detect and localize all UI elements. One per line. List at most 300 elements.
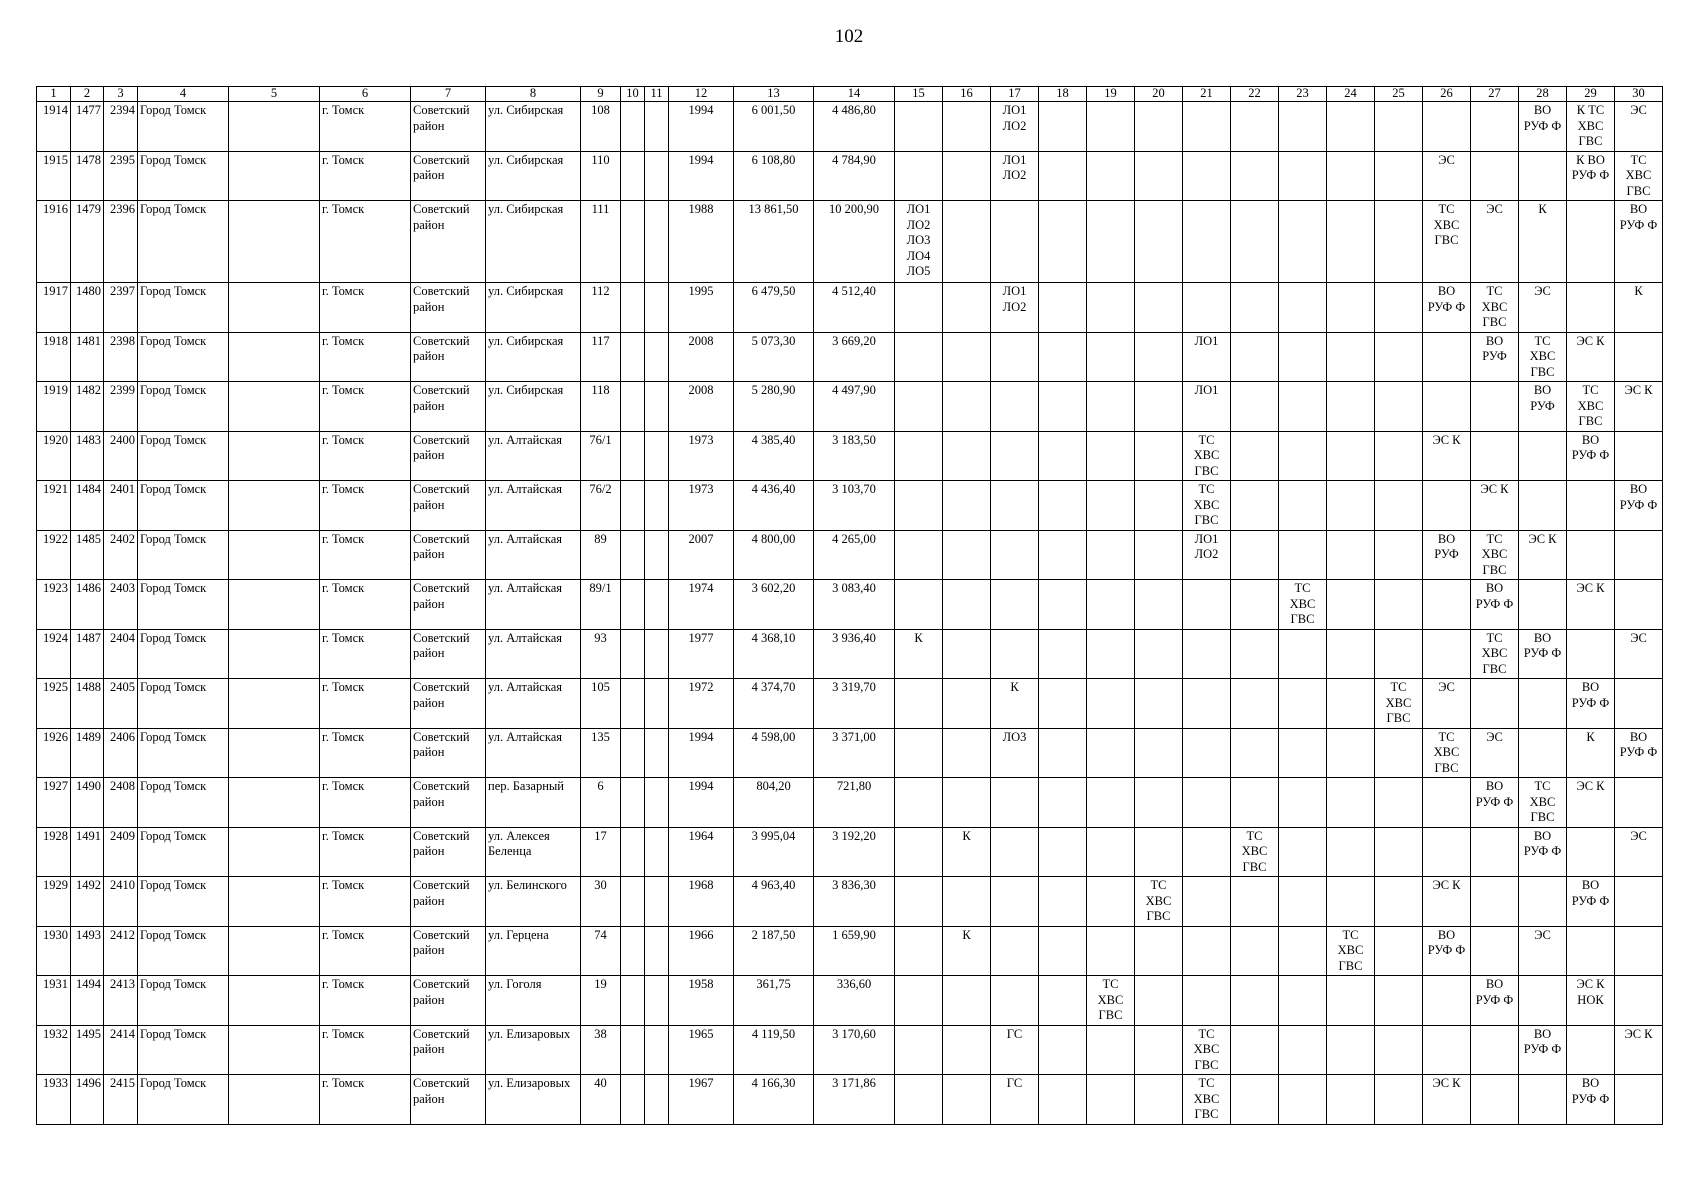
- cell-col-30: [1615, 431, 1663, 481]
- cell-col-28: [1519, 431, 1567, 481]
- cell-col-11: [645, 382, 669, 432]
- cell-col-10: [621, 580, 645, 630]
- cell-col-9: 108: [581, 102, 621, 152]
- cell-col-6: г. Томск: [320, 679, 411, 729]
- cell-col-5: [229, 151, 320, 201]
- cell-col-27: [1471, 827, 1519, 877]
- cell-col-26: ЭС К: [1423, 431, 1471, 481]
- cell-col-4: Город Томск: [138, 877, 229, 927]
- cell-col-11: [645, 778, 669, 828]
- column-header-4: 4: [138, 87, 229, 102]
- cell-col-2: 1484: [71, 481, 104, 531]
- cell-col-7: Советский район: [411, 283, 486, 333]
- cell-col-11: [645, 728, 669, 778]
- cell-col-10: [621, 728, 645, 778]
- cell-col-15: [895, 382, 943, 432]
- cell-col-5: [229, 976, 320, 1026]
- cell-col-6: г. Томск: [320, 283, 411, 333]
- cell-col-18: [1039, 778, 1087, 828]
- cell-col-30: К: [1615, 283, 1663, 333]
- cell-col-7: Советский район: [411, 431, 486, 481]
- cell-col-9: 89/1: [581, 580, 621, 630]
- cell-col-1: 1932: [37, 1025, 71, 1075]
- cell-col-21: [1183, 283, 1231, 333]
- cell-col-4: Город Томск: [138, 728, 229, 778]
- cell-col-23: [1279, 431, 1327, 481]
- cell-col-17: ГС: [991, 1025, 1039, 1075]
- cell-col-22: ТС ХВС ГВС: [1231, 827, 1279, 877]
- cell-col-29: ВО РУФ Ф: [1567, 1075, 1615, 1125]
- cell-col-1: 1919: [37, 382, 71, 432]
- table-row: [37, 778, 1663, 828]
- cell-col-28: ВО РУФ Ф: [1519, 102, 1567, 152]
- cell-col-27: [1471, 679, 1519, 729]
- cell-col-20: [1135, 778, 1183, 828]
- cell-col-13: 3 995,04: [734, 827, 814, 877]
- cell-col-11: [645, 201, 669, 283]
- cell-col-9: 30: [581, 877, 621, 927]
- cell-col-20: [1135, 827, 1183, 877]
- cell-col-10: [621, 1075, 645, 1125]
- cell-col-14: 4 486,80: [814, 102, 895, 152]
- cell-col-17: [991, 926, 1039, 976]
- cell-col-15: [895, 778, 943, 828]
- cell-col-25: [1375, 827, 1423, 877]
- cell-col-26: [1423, 827, 1471, 877]
- cell-col-17: ЛО1 ЛО2: [991, 151, 1039, 201]
- cell-col-30: ВО РУФ Ф: [1615, 728, 1663, 778]
- column-header-8: 8: [486, 87, 581, 102]
- cell-col-15: [895, 1075, 943, 1125]
- cell-col-17: ГС: [991, 1075, 1039, 1125]
- column-header-15: 15: [895, 87, 943, 102]
- cell-col-6: г. Томск: [320, 382, 411, 432]
- cell-col-21: [1183, 102, 1231, 152]
- column-header-5: 5: [229, 87, 320, 102]
- cell-col-1: 1917: [37, 283, 71, 333]
- cell-col-28: [1519, 728, 1567, 778]
- cell-col-24: [1327, 102, 1375, 152]
- cell-col-27: ТС ХВС ГВС: [1471, 530, 1519, 580]
- cell-col-5: [229, 580, 320, 630]
- table-row: [37, 283, 1663, 333]
- cell-col-2: 1487: [71, 629, 104, 679]
- cell-col-28: [1519, 481, 1567, 531]
- cell-col-13: 5 073,30: [734, 332, 814, 382]
- table-row: [37, 827, 1663, 877]
- cell-col-14: 336,60: [814, 976, 895, 1026]
- cell-col-19: ТС ХВС ГВС: [1087, 976, 1135, 1026]
- column-header-6: 6: [320, 87, 411, 102]
- cell-col-21: [1183, 827, 1231, 877]
- cell-col-2: 1477: [71, 102, 104, 152]
- cell-col-22: [1231, 1025, 1279, 1075]
- cell-col-2: 1495: [71, 1025, 104, 1075]
- cell-col-13: 2 187,50: [734, 926, 814, 976]
- cell-col-20: [1135, 151, 1183, 201]
- cell-col-23: [1279, 1075, 1327, 1125]
- column-header-14: 14: [814, 87, 895, 102]
- table-row: [37, 926, 1663, 976]
- cell-col-27: ВО РУФ: [1471, 332, 1519, 382]
- cell-col-12: 1973: [669, 481, 734, 531]
- cell-col-10: [621, 332, 645, 382]
- cell-col-20: [1135, 976, 1183, 1026]
- cell-col-12: 1995: [669, 283, 734, 333]
- cell-col-2: 1480: [71, 283, 104, 333]
- cell-col-22: [1231, 877, 1279, 927]
- cell-col-27: ТС ХВС ГВС: [1471, 283, 1519, 333]
- cell-col-14: 10 200,90: [814, 201, 895, 283]
- cell-col-26: ЭС К: [1423, 877, 1471, 927]
- table-row: [37, 530, 1663, 580]
- cell-col-4: Город Томск: [138, 481, 229, 531]
- cell-col-17: [991, 580, 1039, 630]
- cell-col-23: ТС ХВС ГВС: [1279, 580, 1327, 630]
- cell-col-25: [1375, 728, 1423, 778]
- table-row: [37, 580, 1663, 630]
- cell-col-11: [645, 1025, 669, 1075]
- cell-col-18: [1039, 530, 1087, 580]
- cell-col-21: ТС ХВС ГВС: [1183, 431, 1231, 481]
- cell-col-12: 2007: [669, 530, 734, 580]
- cell-col-7: Советский район: [411, 629, 486, 679]
- cell-col-13: 4 963,40: [734, 877, 814, 927]
- cell-col-7: Советский район: [411, 679, 486, 729]
- cell-col-13: 3 602,20: [734, 580, 814, 630]
- cell-col-14: 4 265,00: [814, 530, 895, 580]
- cell-col-11: [645, 1075, 669, 1125]
- cell-col-21: [1183, 201, 1231, 283]
- cell-col-13: 13 861,50: [734, 201, 814, 283]
- table-row: [37, 102, 1663, 152]
- cell-col-1: 1926: [37, 728, 71, 778]
- cell-col-24: [1327, 1075, 1375, 1125]
- cell-col-4: Город Томск: [138, 679, 229, 729]
- cell-col-3: 2395: [104, 151, 138, 201]
- cell-col-15: [895, 481, 943, 531]
- cell-col-5: [229, 877, 320, 927]
- cell-col-1: 1927: [37, 778, 71, 828]
- cell-col-7: Советский район: [411, 580, 486, 630]
- cell-col-28: ЭС: [1519, 926, 1567, 976]
- table-row: [37, 728, 1663, 778]
- cell-col-19: [1087, 580, 1135, 630]
- cell-col-4: Город Томск: [138, 976, 229, 1026]
- column-header-25: 25: [1375, 87, 1423, 102]
- cell-col-2: 1478: [71, 151, 104, 201]
- cell-col-27: ВО РУФ Ф: [1471, 580, 1519, 630]
- cell-col-17: [991, 382, 1039, 432]
- cell-col-17: [991, 976, 1039, 1026]
- cell-col-10: [621, 629, 645, 679]
- cell-col-24: [1327, 481, 1375, 531]
- cell-col-26: ЭС: [1423, 679, 1471, 729]
- cell-col-19: [1087, 679, 1135, 729]
- cell-col-24: [1327, 629, 1375, 679]
- cell-col-3: 2406: [104, 728, 138, 778]
- cell-col-18: [1039, 827, 1087, 877]
- cell-col-18: [1039, 332, 1087, 382]
- cell-col-11: [645, 283, 669, 333]
- cell-col-21: [1183, 926, 1231, 976]
- table-row: [37, 382, 1663, 432]
- cell-col-29: ВО РУФ Ф: [1567, 877, 1615, 927]
- cell-col-12: 2008: [669, 382, 734, 432]
- cell-col-29: [1567, 629, 1615, 679]
- cell-col-16: [943, 481, 991, 531]
- cell-col-15: [895, 431, 943, 481]
- cell-col-22: [1231, 201, 1279, 283]
- column-header-2: 2: [71, 87, 104, 102]
- cell-col-10: [621, 151, 645, 201]
- cell-col-19: [1087, 481, 1135, 531]
- cell-col-14: 4 512,40: [814, 283, 895, 333]
- cell-col-2: 1491: [71, 827, 104, 877]
- cell-col-18: [1039, 926, 1087, 976]
- cell-col-14: 3 669,20: [814, 332, 895, 382]
- cell-col-13: 4 374,70: [734, 679, 814, 729]
- cell-col-20: [1135, 926, 1183, 976]
- cell-col-30: ЭС: [1615, 629, 1663, 679]
- cell-col-4: Город Томск: [138, 926, 229, 976]
- column-header-13: 13: [734, 87, 814, 102]
- cell-col-6: г. Томск: [320, 481, 411, 531]
- cell-col-24: [1327, 580, 1375, 630]
- cell-col-12: 1994: [669, 778, 734, 828]
- cell-col-18: [1039, 976, 1087, 1026]
- cell-col-13: 4 800,00: [734, 530, 814, 580]
- cell-col-18: [1039, 151, 1087, 201]
- cell-col-20: [1135, 201, 1183, 283]
- cell-col-5: [229, 201, 320, 283]
- cell-col-30: ЭС К: [1615, 382, 1663, 432]
- cell-col-21: [1183, 877, 1231, 927]
- cell-col-22: [1231, 382, 1279, 432]
- cell-col-27: ЭС: [1471, 728, 1519, 778]
- cell-col-6: г. Томск: [320, 1025, 411, 1075]
- cell-col-16: [943, 382, 991, 432]
- cell-col-25: [1375, 332, 1423, 382]
- cell-col-30: [1615, 1075, 1663, 1125]
- cell-col-12: 1965: [669, 1025, 734, 1075]
- cell-col-27: ВО РУФ Ф: [1471, 976, 1519, 1026]
- cell-col-28: [1519, 877, 1567, 927]
- cell-col-26: ВО РУФ Ф: [1423, 926, 1471, 976]
- cell-col-16: [943, 283, 991, 333]
- cell-col-7: Советский район: [411, 481, 486, 531]
- cell-col-11: [645, 679, 669, 729]
- cell-col-14: 4 784,90: [814, 151, 895, 201]
- cell-col-4: Город Томск: [138, 332, 229, 382]
- cell-col-12: 1958: [669, 976, 734, 1026]
- cell-col-10: [621, 778, 645, 828]
- cell-col-4: Город Томск: [138, 778, 229, 828]
- cell-col-1: 1924: [37, 629, 71, 679]
- cell-col-9: 74: [581, 926, 621, 976]
- cell-col-3: 2410: [104, 877, 138, 927]
- column-header-17: 17: [991, 87, 1039, 102]
- cell-col-30: [1615, 976, 1663, 1026]
- cell-col-15: [895, 728, 943, 778]
- cell-col-3: 2398: [104, 332, 138, 382]
- cell-col-22: [1231, 926, 1279, 976]
- column-header-27: 27: [1471, 87, 1519, 102]
- cell-col-13: 6 108,80: [734, 151, 814, 201]
- cell-col-16: [943, 201, 991, 283]
- cell-col-14: 3 371,00: [814, 728, 895, 778]
- cell-col-11: [645, 827, 669, 877]
- cell-col-30: [1615, 926, 1663, 976]
- cell-col-25: [1375, 382, 1423, 432]
- cell-col-25: [1375, 1025, 1423, 1075]
- cell-col-18: [1039, 1025, 1087, 1075]
- cell-col-3: 2415: [104, 1075, 138, 1125]
- cell-col-29: ВО РУФ Ф: [1567, 431, 1615, 481]
- cell-col-15: [895, 679, 943, 729]
- cell-col-15: [895, 151, 943, 201]
- cell-col-14: 3 319,70: [814, 679, 895, 729]
- cell-col-24: [1327, 877, 1375, 927]
- cell-col-5: [229, 1025, 320, 1075]
- cell-col-24: [1327, 530, 1375, 580]
- cell-col-3: 2408: [104, 778, 138, 828]
- cell-col-24: [1327, 382, 1375, 432]
- cell-col-7: Советский район: [411, 332, 486, 382]
- cell-col-17: [991, 201, 1039, 283]
- cell-col-22: [1231, 481, 1279, 531]
- cell-col-6: г. Томск: [320, 926, 411, 976]
- table-row: [37, 976, 1663, 1026]
- cell-col-12: 1973: [669, 431, 734, 481]
- cell-col-2: 1490: [71, 778, 104, 828]
- cell-col-18: [1039, 481, 1087, 531]
- cell-col-13: 4 368,10: [734, 629, 814, 679]
- cell-col-21: [1183, 151, 1231, 201]
- cell-col-9: 40: [581, 1075, 621, 1125]
- cell-col-30: [1615, 580, 1663, 630]
- cell-col-25: ТС ХВС ГВС: [1375, 679, 1423, 729]
- cell-col-17: К: [991, 679, 1039, 729]
- cell-col-30: [1615, 679, 1663, 729]
- cell-col-18: [1039, 201, 1087, 283]
- cell-col-25: [1375, 778, 1423, 828]
- cell-col-27: [1471, 151, 1519, 201]
- column-header-19: 19: [1087, 87, 1135, 102]
- cell-col-5: [229, 382, 320, 432]
- cell-col-5: [229, 283, 320, 333]
- cell-col-15: [895, 926, 943, 976]
- cell-col-21: ЛО1: [1183, 382, 1231, 432]
- cell-col-8: ул. Алтайская: [486, 728, 581, 778]
- cell-col-8: ул. Алтайская: [486, 679, 581, 729]
- cell-col-21: [1183, 629, 1231, 679]
- header-row: [37, 87, 1663, 102]
- cell-col-26: [1423, 332, 1471, 382]
- cell-col-5: [229, 332, 320, 382]
- cell-col-2: 1493: [71, 926, 104, 976]
- cell-col-13: 4 385,40: [734, 431, 814, 481]
- cell-col-2: 1492: [71, 877, 104, 927]
- cell-col-7: Советский район: [411, 976, 486, 1026]
- cell-col-1: 1929: [37, 877, 71, 927]
- cell-col-24: [1327, 201, 1375, 283]
- cell-col-19: [1087, 827, 1135, 877]
- cell-col-10: [621, 976, 645, 1026]
- cell-col-15: [895, 877, 943, 927]
- cell-col-16: [943, 151, 991, 201]
- cell-col-26: [1423, 778, 1471, 828]
- cell-col-19: [1087, 877, 1135, 927]
- cell-col-23: [1279, 728, 1327, 778]
- cell-col-13: 5 280,90: [734, 382, 814, 432]
- cell-col-11: [645, 332, 669, 382]
- cell-col-8: ул. Елизаровых: [486, 1025, 581, 1075]
- cell-col-25: [1375, 629, 1423, 679]
- cell-col-25: [1375, 151, 1423, 201]
- cell-col-12: 1994: [669, 151, 734, 201]
- cell-col-16: К: [943, 926, 991, 976]
- cell-col-10: [621, 431, 645, 481]
- cell-col-30: ВО РУФ Ф: [1615, 481, 1663, 531]
- cell-col-4: Город Томск: [138, 431, 229, 481]
- cell-col-8: ул. Сибирская: [486, 151, 581, 201]
- cell-col-14: 3 836,30: [814, 877, 895, 927]
- cell-col-22: [1231, 283, 1279, 333]
- cell-col-29: [1567, 481, 1615, 531]
- column-header-7: 7: [411, 87, 486, 102]
- cell-col-29: [1567, 827, 1615, 877]
- cell-col-26: ЭС: [1423, 151, 1471, 201]
- cell-col-28: [1519, 976, 1567, 1026]
- table-row: [37, 679, 1663, 729]
- cell-col-6: г. Томск: [320, 530, 411, 580]
- cell-col-26: ВО РУФ Ф: [1423, 283, 1471, 333]
- cell-col-23: [1279, 926, 1327, 976]
- cell-col-23: [1279, 1025, 1327, 1075]
- cell-col-17: ЛО1 ЛО2: [991, 102, 1039, 152]
- cell-col-19: [1087, 530, 1135, 580]
- cell-col-13: 804,20: [734, 778, 814, 828]
- cell-col-22: [1231, 151, 1279, 201]
- cell-col-16: [943, 102, 991, 152]
- cell-col-1: 1920: [37, 431, 71, 481]
- cell-col-6: г. Томск: [320, 151, 411, 201]
- cell-col-16: [943, 332, 991, 382]
- cell-col-2: 1486: [71, 580, 104, 630]
- cell-col-12: 1994: [669, 102, 734, 152]
- cell-col-7: Советский район: [411, 778, 486, 828]
- column-header-11: 11: [645, 87, 669, 102]
- cell-col-10: [621, 679, 645, 729]
- cell-col-30: ТС ХВС ГВС: [1615, 151, 1663, 201]
- cell-col-25: [1375, 201, 1423, 283]
- cell-col-6: г. Томск: [320, 728, 411, 778]
- cell-col-7: Советский район: [411, 926, 486, 976]
- cell-col-1: 1922: [37, 530, 71, 580]
- cell-col-21: [1183, 976, 1231, 1026]
- cell-col-1: 1918: [37, 332, 71, 382]
- cell-col-26: ТС ХВС ГВС: [1423, 201, 1471, 283]
- cell-col-25: [1375, 283, 1423, 333]
- cell-col-1: 1914: [37, 102, 71, 152]
- cell-col-9: 110: [581, 151, 621, 201]
- cell-col-13: 4 166,30: [734, 1075, 814, 1125]
- cell-col-6: г. Томск: [320, 332, 411, 382]
- cell-col-15: [895, 332, 943, 382]
- column-header-9: 9: [581, 87, 621, 102]
- cell-col-30: [1615, 332, 1663, 382]
